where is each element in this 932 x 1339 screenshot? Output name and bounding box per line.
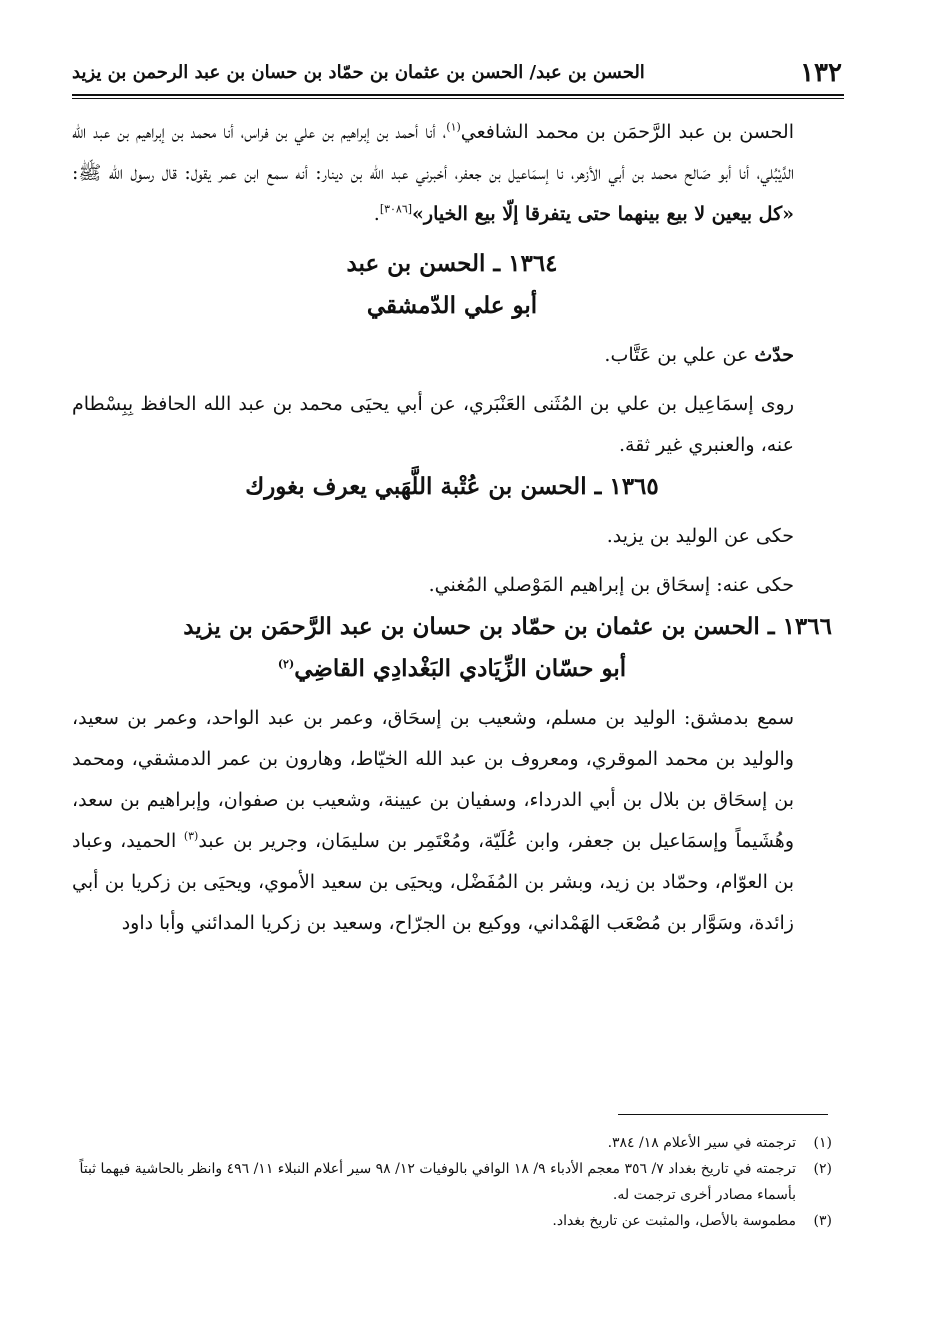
- page-header: [72, 58, 842, 98]
- footnote-rule: [618, 1114, 828, 1115]
- entry-1364-title: ١٣٦٤ ـ الحسن بن عبد: [346, 250, 558, 277]
- entry-1365-line1: حكى عن الوليد بن يزيد.: [606, 525, 794, 547]
- intro-end: .: [373, 203, 380, 225]
- footnote-number: (٢): [813, 1161, 832, 1177]
- entry-1365-line2: حكى عنه: إسحَاق بن إبراهيم المَوْصلي المُغني.: [428, 574, 794, 596]
- footnote-item: [72, 1130, 832, 1156]
- intro-paragraph: [72, 112, 832, 235]
- entry-1364-lead: حدّث: [754, 344, 794, 366]
- entry-1366-title: ١٣٦٦ ـ الحسن بن عثمان بن حمّاد بن حسان بن عبد الرَّحمَن بن يزيد: [183, 613, 832, 640]
- running-title: الحسن بن عبد/ الحسن بن عثمان بن حمّاد بن حسان بن عبد الرحمن بن يزيد: [72, 62, 645, 83]
- entry-1366-subtitle-line: [72, 648, 832, 690]
- footnote-item: [72, 1156, 832, 1208]
- footnote-text: مطموسة بالأصل، والمثبت عن تاريخ بغداد.: [552, 1213, 796, 1229]
- entry-1364-line: [72, 335, 832, 376]
- hadith-text: «كل بيعين لا بيع بينهما حتى يتفرقا إلّا بيع الخيار»: [412, 203, 794, 225]
- footnote-text: ترجمته في سير الأعلام ١٨/ ٣٨٤.: [607, 1135, 796, 1151]
- footnote-number: (٣): [813, 1213, 832, 1229]
- hadith-ref: [٣٠٨٦]: [379, 202, 413, 216]
- entry-1366-text-b: الحميد، وعباد بن العوّام، وحمّاد بن زيد، وبشر بن المُفَضْل، ويحيَى بن سعيد الأموي، ويحيَى بن زكريا بن أبي زائدة، وسَوَّار بن مُصْعَب الهَمْداني، ووكيع بن الجرّاح، وسعيد بن زكريا المدائني وأبا داود: [72, 830, 794, 934]
- entry-1366-paragraph: [72, 698, 832, 944]
- entry-1364-paragraph: روى إسمَاعِيل بن علي بن المُثَنى العَنْبَري، عن أبي يحيَى محمد بن عبد الله الحافظ بِبِسْطام عنه، والعنبري غير ثقة.: [72, 393, 794, 456]
- header-rule-thin: [72, 98, 844, 99]
- main-text: [72, 112, 832, 944]
- footnote-ref-1: (١): [446, 120, 461, 134]
- intro-text-rest: ، أنا أحمد بن إبراهيم بن علي بن فراس، أنا محمد بن إبراهيم بن عبد الله الدَّيْبُلي، أنا أبو صَالح محمد بن أبي الأزهر، نا إسمَاعيل بن جعفر، أخبرني عبد الله بن دينار: أنه سمع ابن عمر يقول: قال رسول الله ﷺ:: [72, 121, 794, 184]
- entry-1365-title: ١٣٦٥ ـ الحسن بن عُتْبة اللَّهَبي يعرف بغورك: [245, 473, 659, 500]
- entry-1364-subtitle: أبو علي الدّمشقي: [366, 292, 538, 319]
- footnote-number: (١): [813, 1135, 832, 1151]
- footnote-ref-2: (٢): [277, 657, 295, 671]
- footnote-text: ترجمته في تاريخ بغداد ٧/ ٣٥٦ معجم الأدباء ٩/ ١٨ الوافي بالوفيات ١٢/ ٩٨ سير أعلام النبلاء ١١/ ٤٩٦ وانظر بالحاشية فيهما ثبتاً بأسماء مصادر أخرى ترجمت له.: [79, 1161, 796, 1203]
- entry-1364-lead-rest: عن علي بن عَتَّاب.: [604, 344, 755, 366]
- entry-1366-subtitle: أبو حسّان الزِّيَادي البَغْدادِي القاضِي: [294, 655, 627, 682]
- footnote-item: [72, 1208, 832, 1234]
- footnotes: [72, 1130, 832, 1234]
- entry-1366-text-a: سمع بدمشق: الوليد بن مسلم، وشعيب بن إسحَاق، وعمر بن عبد الواحد، وعمر بن سعيد، والوليد بن محمد الموقري، ومعروف بن عبد الله الخيّاط، وهارون بن عمر الدمشقي، ومحمد بن إسحَاق بن بلال بن أبي الدرداء، وسفيان بن عيينة، وشعيب بن صفوان، وإبراهيم بن سعد، وهُشَيماً وإسمَاعيل بن جعفر، وابن عُلَيّة، ومُعْتَمِر بن سليمَان، وجرير بن عبد: [72, 707, 794, 852]
- intro-text: الحسن بن عبد الرَّحمَن بن محمد الشافعي: [460, 121, 794, 143]
- header-rule: [72, 94, 844, 96]
- footnote-ref-3: (٣): [183, 829, 199, 843]
- page-number: ١٣٢: [800, 58, 842, 88]
